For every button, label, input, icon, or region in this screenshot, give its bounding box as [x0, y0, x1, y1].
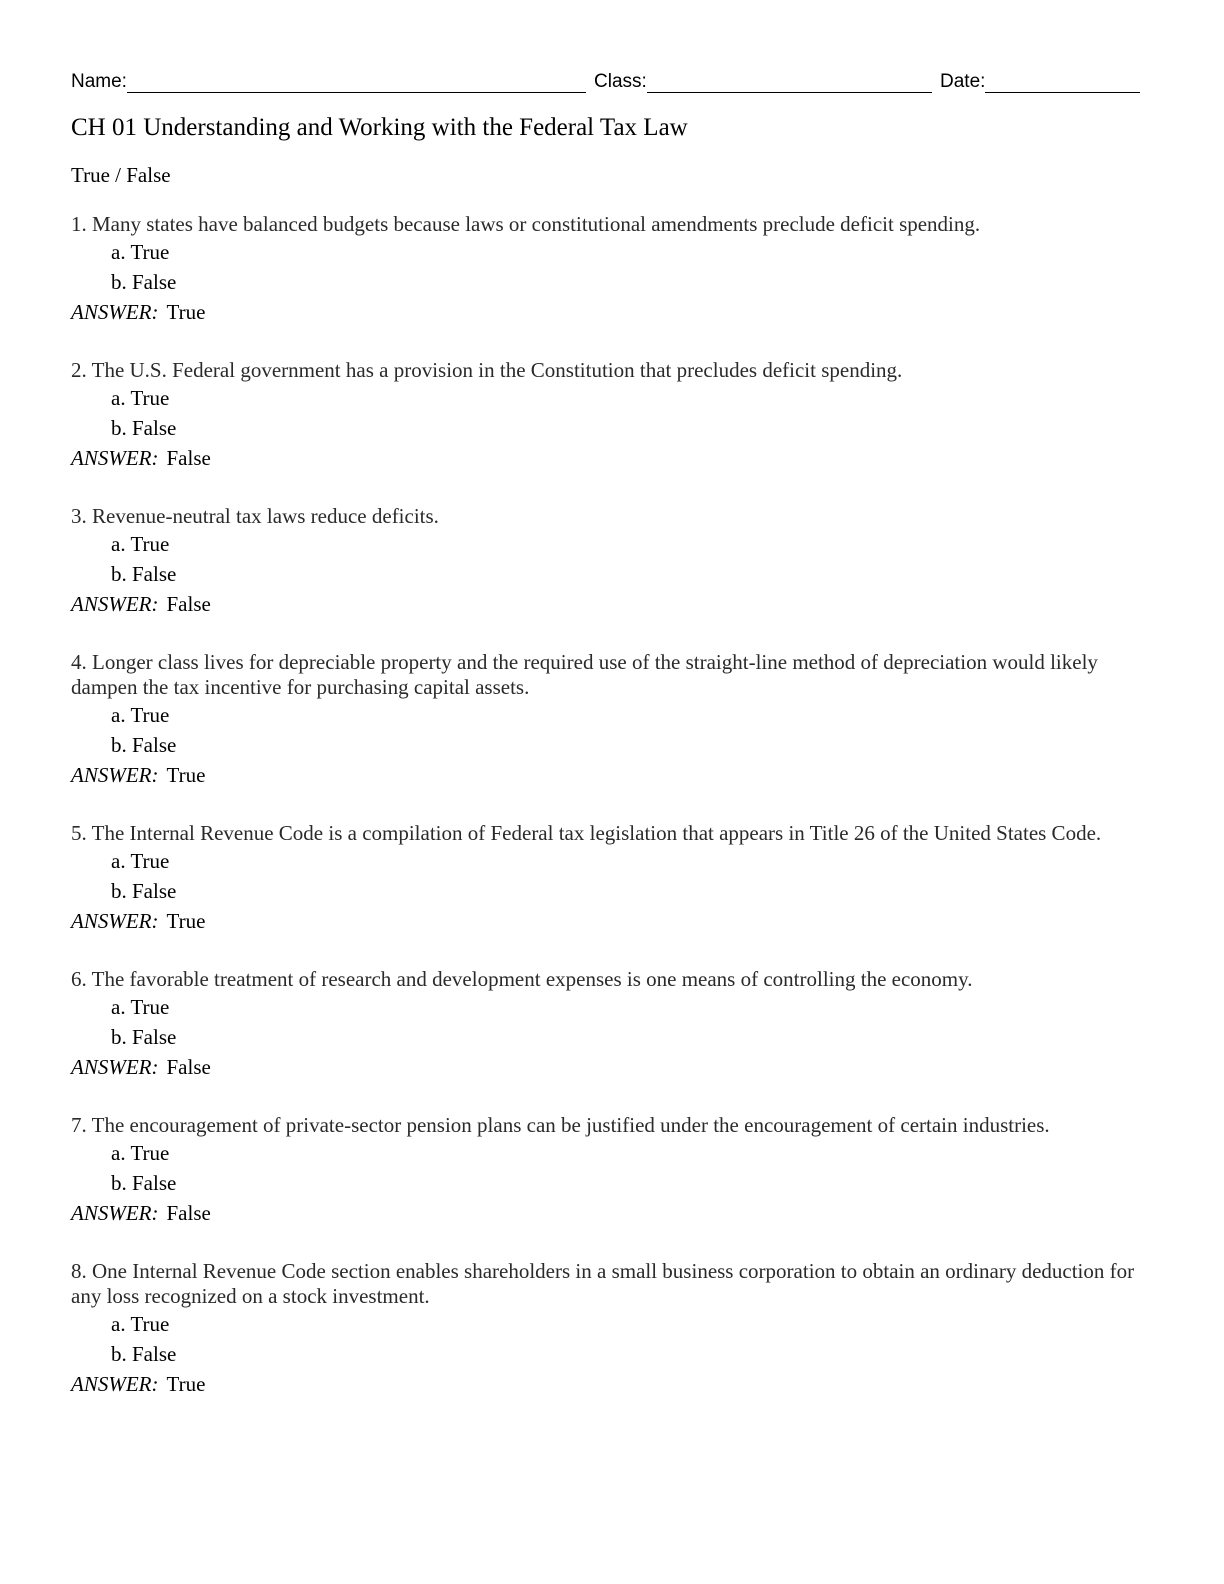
answer-label: ANSWER: [71, 763, 159, 787]
choice-false: b. False [111, 733, 177, 757]
question-2 [71, 358, 1141, 473]
choice-false: b. False [111, 1025, 177, 1049]
choice-false: b. False [111, 562, 177, 586]
choice-false: b. False [111, 416, 177, 440]
question-stem: 2. The U.S. Federal government has a provision in the Constitution that precludes deficit spending. [71, 358, 903, 382]
choice-true: a. True [111, 995, 170, 1019]
question-stem: 3. Revenue-neutral tax laws reduce deficits. [71, 504, 439, 528]
class-field [594, 70, 932, 93]
answer-value: False [166, 446, 211, 470]
question-4 [71, 650, 1141, 790]
question-6 [71, 967, 1141, 1082]
answer-line [71, 297, 1141, 327]
answer-label: ANSWER: [71, 909, 159, 933]
choice-false: b. False [111, 879, 177, 903]
question-3 [71, 504, 1141, 619]
chapter-title: CH 01 Understanding and Working with the Federal Tax Law [71, 114, 688, 141]
choice-false: b. False [111, 270, 177, 294]
question-stem: 7. The encouragement of private-sector pension plans can be justified under the encouragement of certain industries. [71, 1113, 1050, 1137]
answer-line [71, 443, 1141, 473]
question-stem: 5. The Internal Revenue Code is a compilation of Federal tax legislation that appears in Title 26 of the United States Code. [71, 821, 1102, 845]
date-field [940, 70, 1140, 93]
answer-value: False [166, 592, 211, 616]
question-7 [71, 1113, 1141, 1228]
name-blank-line[interactable] [127, 70, 586, 93]
question-list [71, 212, 1141, 1430]
choice-true: a. True [111, 703, 170, 727]
answer-label: ANSWER: [71, 300, 159, 324]
date-label: Date: [940, 71, 986, 92]
question-stem: 1. Many states have balanced budgets because laws or constitutional amendments preclude deficit spending. [71, 212, 981, 236]
question-5 [71, 821, 1141, 936]
answer-label: ANSWER: [71, 1372, 159, 1396]
choice-true: a. True [111, 532, 170, 556]
class-label: Class: [594, 71, 647, 92]
answer-label: ANSWER: [71, 1201, 159, 1225]
answer-line [71, 1052, 1141, 1082]
answer-line [71, 1198, 1141, 1228]
name-field [71, 70, 586, 93]
choice-true: a. True [111, 386, 170, 410]
date-blank-line[interactable] [985, 70, 1140, 93]
choice-false: b. False [111, 1171, 177, 1195]
question-8 [71, 1259, 1141, 1399]
name-label: Name: [71, 71, 127, 92]
answer-label: ANSWER: [71, 1055, 159, 1079]
class-blank-line[interactable] [647, 70, 932, 93]
answer-line [71, 906, 1141, 936]
answer-line [71, 1369, 1141, 1399]
choice-true: a. True [111, 849, 170, 873]
question-stem: 6. The favorable treatment of research and development expenses is one means of controlling the economy. [71, 967, 973, 991]
answer-line [71, 760, 1141, 790]
answer-value: True [166, 300, 206, 324]
answer-value: True [166, 909, 206, 933]
answer-label: ANSWER: [71, 592, 159, 616]
choice-true: a. True [111, 240, 170, 264]
header-fields [71, 70, 1141, 98]
question-1 [71, 212, 1141, 327]
answer-value: False [166, 1055, 211, 1079]
answer-label: ANSWER: [71, 446, 159, 470]
section-heading: True / False [71, 163, 171, 187]
question-stem: 4. Longer class lives for depreciable property and the required use of the straight-line method of depreciation would likely dampen the tax incentive for purchasing capital assets. [71, 650, 1098, 699]
question-stem: 8. One Internal Revenue Code section enables shareholders in a small business corporation to obtain an ordinary deduction for any loss recognized on a stock investment. [71, 1259, 1135, 1308]
choice-true: a. True [111, 1141, 170, 1165]
answer-value: True [166, 1372, 206, 1396]
answer-line [71, 589, 1141, 619]
answer-value: True [166, 763, 206, 787]
choice-true: a. True [111, 1312, 170, 1336]
answer-value: False [166, 1201, 211, 1225]
choice-false: b. False [111, 1342, 177, 1366]
